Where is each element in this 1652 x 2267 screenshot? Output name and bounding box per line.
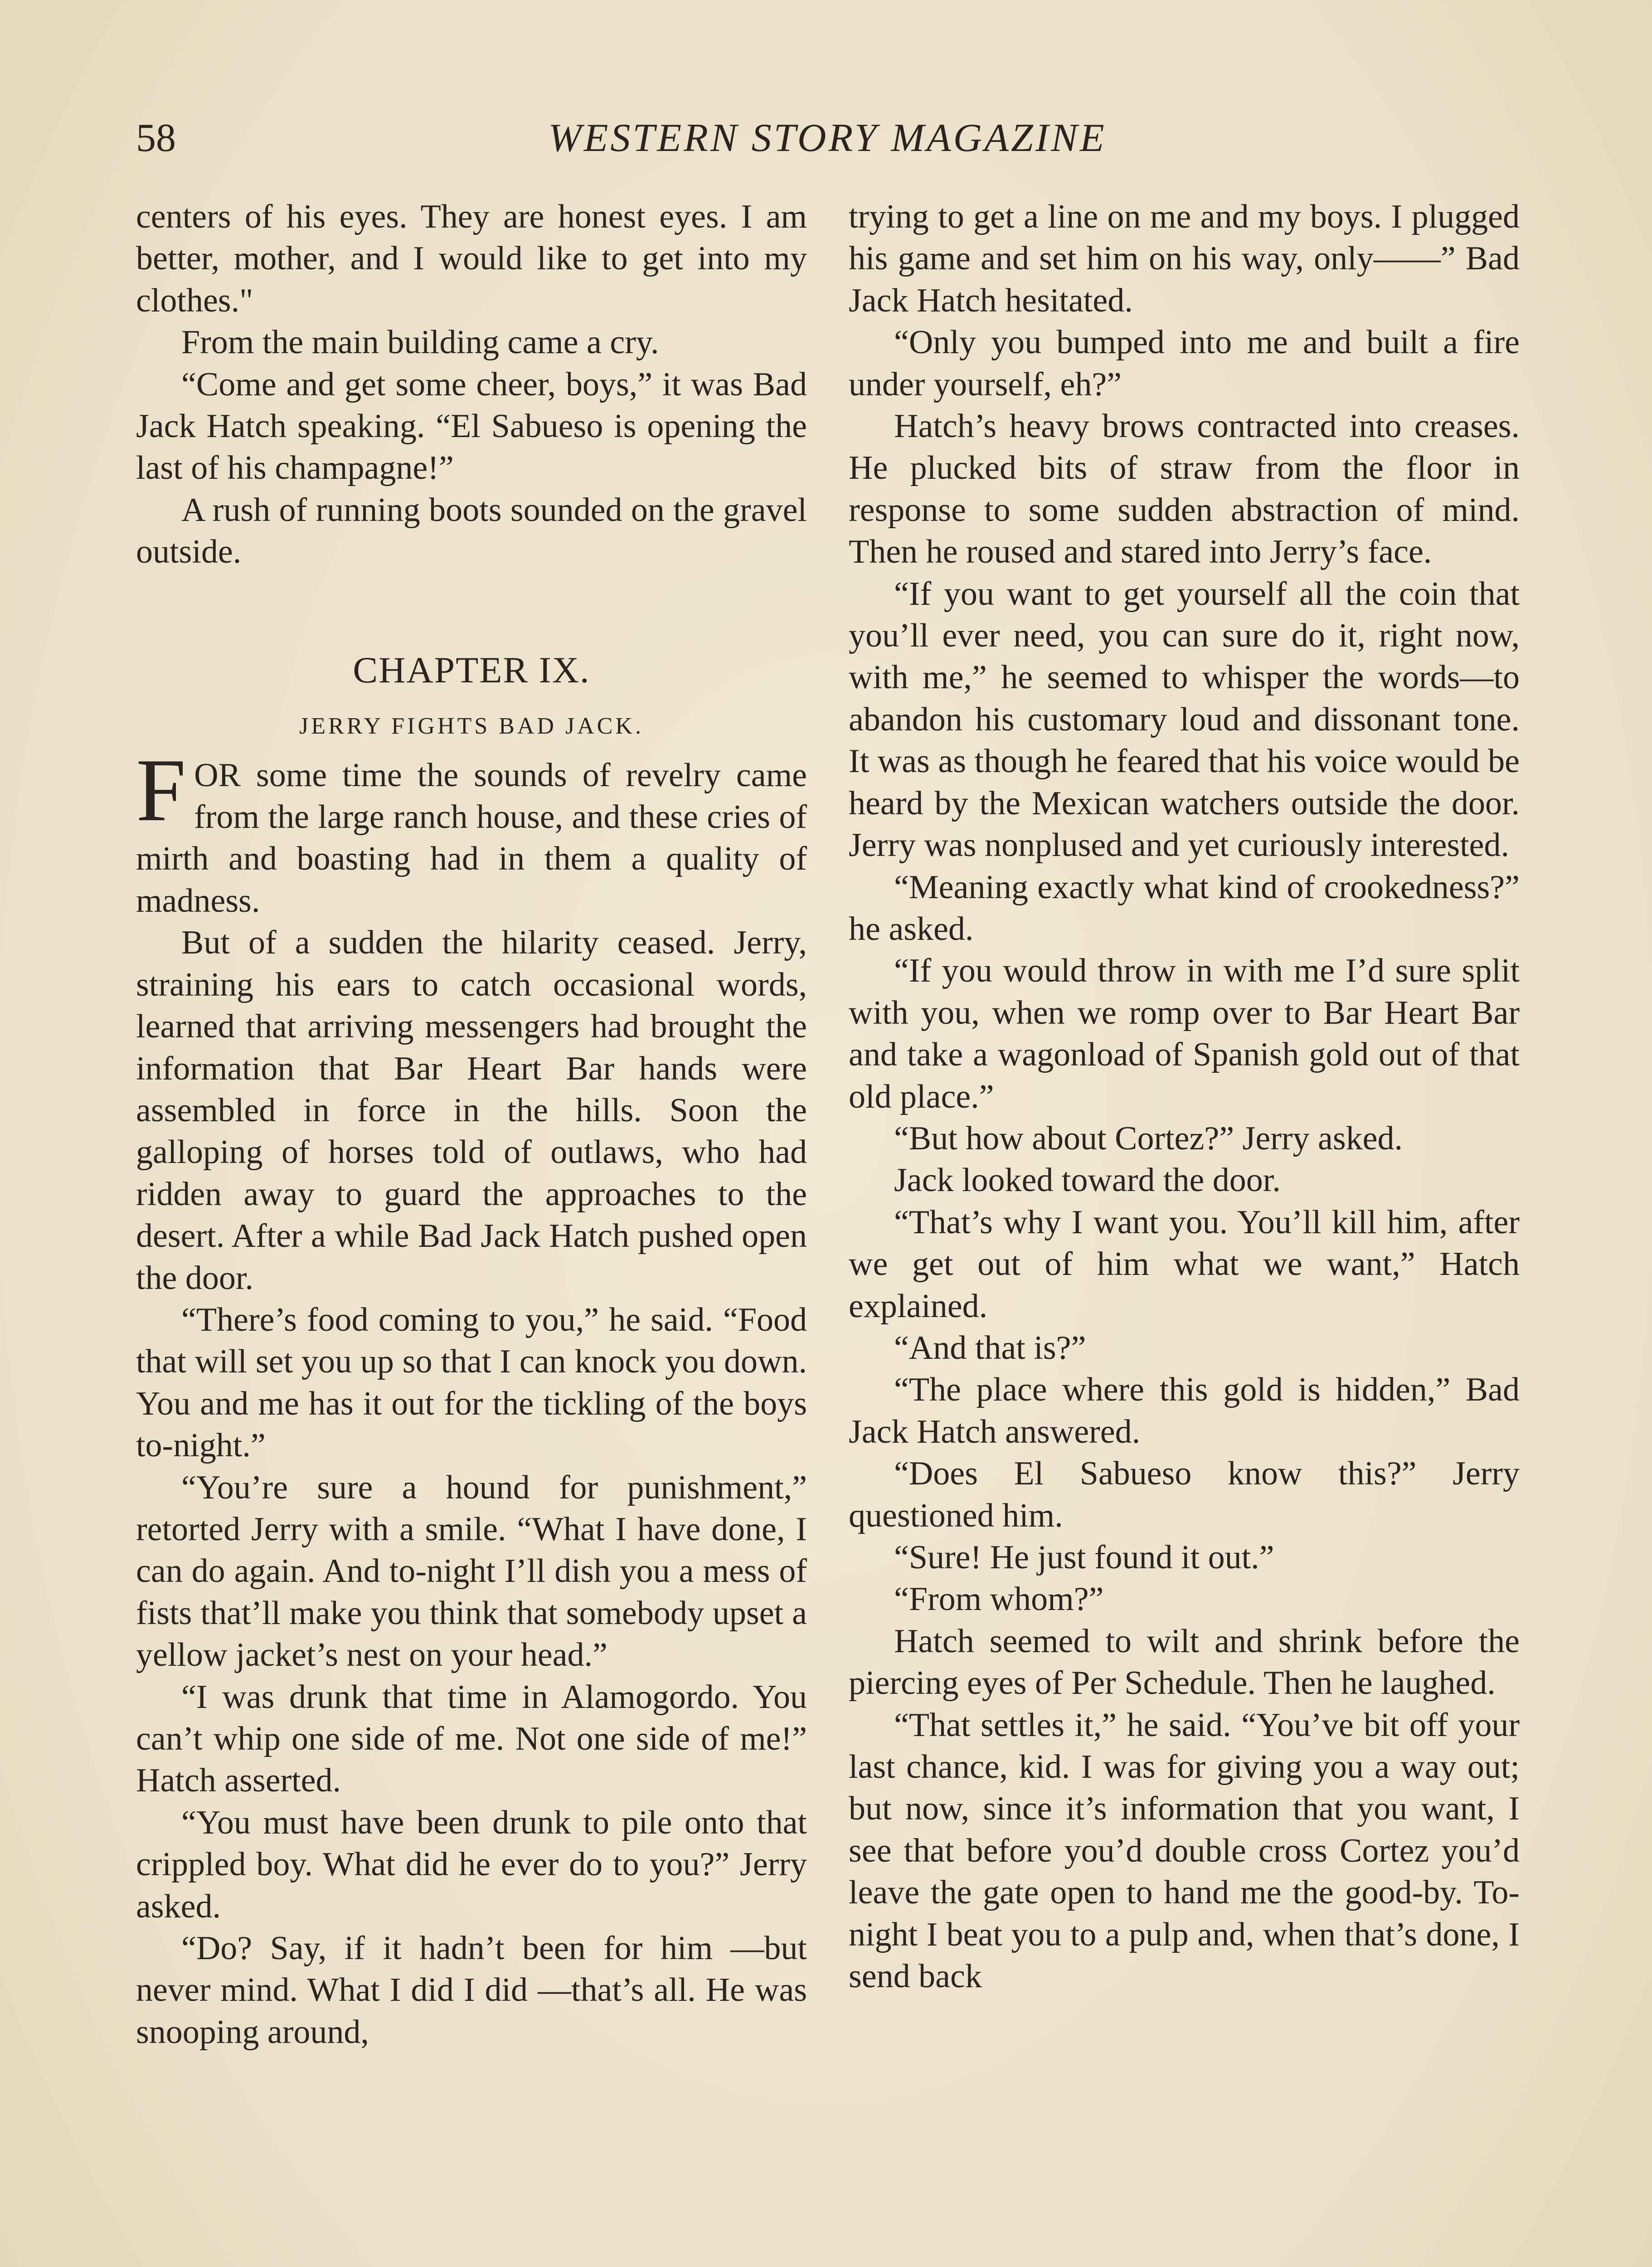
paragraph: “That settles it,” he said. “You’ve bit off your last chance, kid. I was for giving you a way out; but now, since it’s information that you want, I see that before you’d double cross Cortez you’d leave the gate open to hand me the good-by. To-night I beat you to a pulp and, when that’s done, I send back [849,1706,1520,1995]
drop-cap: F [136,740,186,840]
chapter-subtitle: JERRY FIGHTS BAD JACK. [299,713,644,739]
paragraph: “Come and get some cheer, boys,” it was Bad Jack Hatch speaking. “El Sabueso is opening the last of his champagne!” [136,365,807,487]
drop-cap-paragraph-text: OR some time the sounds of revelry came from the large ranch house, and these cries of mirth and boasting had in them a quality of madness. [136,756,807,919]
paragraph: But of a sudden the hilarity ceased. Jerry, straining his ears to catch occasional words, learned that arriving messengers had brought the information that Bar Heart Bar hands were assembled in force in the hills. Soon the galloping of horses told of outlaws, who had ridden away to guard the approaches to the desert. After a while Bad Jack Hatch pushed open the door. [136,924,807,1297]
paragraph: Hatch seemed to wilt and shrink before the piercing eyes of Per Schedule. Then he laughed. [849,1622,1520,1702]
paragraph: “Sure! He just found it out.” [894,1539,1274,1576]
paragraph: “Meaning exactly what kind of crookedness?” he asked. [849,868,1520,948]
paragraph: A rush of running boots sounded on the gravel outside. [136,491,807,571]
paragraph: “You must have been drunk to pile onto that crippled boy. What did he ever do to you?” Jerry asked. [136,1804,807,1925]
paragraph: Jack looked toward the door. [894,1162,1281,1199]
paragraph: “The place where this gold is hidden,” Bad Jack Hatch answered. [849,1371,1520,1450]
paragraph: trying to get a line on me and my boys. I plugged his game and set him on his way, only——” Bad Jack Hatch hesitated. [849,198,1520,319]
paragraph: “If you would throw in with me I’d sure split with you, when we romp over to Bar Heart Bar and take a wagonload of Spanish gold out of that old place.” [849,952,1520,1115]
page-header [136,113,1519,181]
paragraph: From the main building came a cry. [181,324,659,361]
chapter-opening-paragraph [136,740,807,922]
paragraph: “Does El Sabueso know this?” Jerry questioned him. [849,1455,1520,1534]
paragraph: centers of his eyes. They are honest eyes. I am better, mother, and I would like to get into my clothes." [136,198,807,319]
paragraph: “Do? Say, if it hadn’t been for him —but never mind. What I did I did —that’s all. He was snooping around, [136,1930,807,2051]
paragraph: “Only you bumped into me and built a fire under yourself, eh?” [849,324,1520,403]
paragraph: “And that is?” [894,1329,1086,1367]
left-column [136,196,807,2053]
paragraph: “From whom?” [894,1581,1104,1618]
right-column [849,196,1520,1997]
chapter-heading: CHAPTER IX. [353,649,590,691]
paragraph: “You’re sure a hound for punishment,” retorted Jerry with a smile. “What I have done, I can do again. And to-night I’ll dish you a mess of fists that’ll make you think that somebody upset a yellow jacket’s nest on your head.” [136,1469,807,1674]
paragraph: “I was drunk that time in Alamogordo. You can’t whip one side of me. Not one side of me!” Hatch asserted. [136,1678,807,1800]
paragraph: Hatch’s heavy brows contracted into creases. He plucked bits of straw from the floor in response to some sudden abstraction of mind. Then he roused and stared into Jerry’s face. [849,408,1520,571]
page-number: 58 [136,116,176,160]
paragraph: “If you want to get yourself all the coin that you’ll ever need, you can sure do it, right now, with me,” he seemed to whisper the words—to abandon his customary loud and dissonant tone. It was as though he feared that his voice would be heard by the Mexican watchers outside the door. Jerry was nonplused and yet curiously interested. [849,575,1520,864]
paragraph: “There’s food coming to you,” he said. “Food that will set you up so that I can knock you down. You and me has it out for the tickling of the boys to-night.” [136,1301,807,1464]
running-title: WESTERN STORY MAGAZINE [548,116,1107,160]
paragraph: “But how about Cortez?” Jerry asked. [894,1119,1403,1157]
paragraph: “That’s why I want you. You’ll kill him, after we get out of him what we want,” Hatch explained. [849,1203,1520,1325]
